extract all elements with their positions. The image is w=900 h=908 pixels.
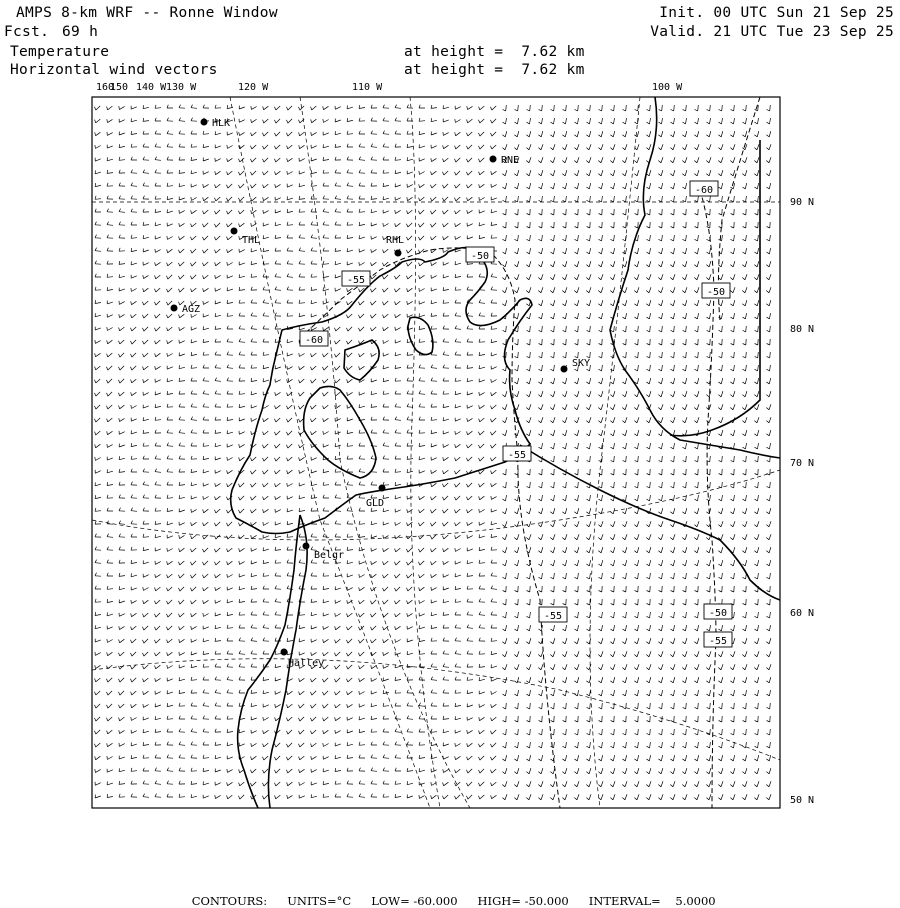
- longitude-label: 150: [110, 82, 129, 93]
- station-marker: [303, 543, 310, 550]
- station-label: RHL: [386, 235, 405, 246]
- station-label: SKY: [572, 358, 591, 369]
- wind-vector-field: [95, 105, 772, 800]
- model-title: AMPS 8-km WRF -- Ronne Window: [16, 5, 278, 21]
- contour-label: [690, 181, 718, 196]
- station-marker: [379, 485, 386, 492]
- contour-label: [702, 283, 730, 298]
- latitude-label: 90 N: [790, 197, 815, 208]
- station-marker: [171, 305, 178, 312]
- svg-text:-50: -50: [706, 287, 726, 298]
- high-label: HIGH= -50.000: [477, 894, 569, 908]
- station-label: HLK: [212, 118, 231, 129]
- longitude-label: 160: [96, 82, 115, 93]
- contour-label: [466, 247, 494, 262]
- longitude-label: 130 W: [166, 82, 197, 93]
- contours-label: CONTOURS:: [191, 894, 268, 908]
- contour-info: [0, 880, 900, 908]
- forecast-hours: 69 h: [62, 24, 99, 40]
- low-label: LOW= -60.000: [371, 894, 458, 908]
- svg-text:-55: -55: [708, 636, 728, 647]
- svg-text:-50: -50: [708, 608, 728, 619]
- field-wind: Horizontal wind vectors: [10, 62, 218, 78]
- contour-label: [300, 331, 328, 346]
- svg-text:-55: -55: [543, 611, 563, 622]
- longitude-label: 140 W: [136, 82, 167, 93]
- contour-label: [704, 604, 732, 619]
- latitude-label: 70 N: [790, 458, 815, 469]
- station-label: AGZ: [182, 304, 201, 315]
- station-label: GLD: [366, 498, 385, 509]
- interval-label: INTERVAL= 5.0000: [588, 894, 716, 908]
- station-label: Belgr: [314, 550, 345, 561]
- map-frame: [92, 97, 780, 808]
- field-temperature: Temperature: [10, 44, 110, 60]
- graticule: [92, 97, 780, 808]
- init-time: Init. 00 UTC Sun 21 Sep 25: [659, 5, 894, 21]
- station-label: Halley: [288, 658, 325, 669]
- longitude-label: 110 W: [352, 82, 383, 93]
- latitude-labels: [790, 197, 814, 806]
- station-marker: [490, 156, 497, 163]
- contour-label: [704, 632, 732, 647]
- wind-barbs: [95, 105, 772, 800]
- height-1: at height = 7.62 km: [404, 44, 585, 60]
- station-label: THL: [242, 235, 261, 246]
- station-label: RNE: [501, 155, 520, 166]
- svg-text:-60: -60: [304, 335, 324, 346]
- contour-label: [503, 446, 531, 461]
- latitude-label: 50 N: [790, 795, 815, 806]
- height-2: at height = 7.62 km: [404, 62, 585, 78]
- svg-text:-50: -50: [470, 251, 490, 262]
- units-label: UNITS=°C: [287, 894, 352, 908]
- station-marker: [231, 228, 238, 235]
- station-marker: [561, 366, 568, 373]
- forecast-label: Fcst.: [4, 24, 50, 40]
- svg-text:-55: -55: [346, 275, 366, 286]
- svg-text:-60: -60: [694, 185, 714, 196]
- longitude-label: 120 W: [238, 82, 269, 93]
- station-marker: [201, 119, 208, 126]
- longitude-labels: [96, 82, 683, 93]
- valid-time: Valid. 21 UTC Tue 23 Sep 25: [650, 24, 894, 40]
- latitude-label: 80 N: [790, 324, 815, 335]
- contour-label: [539, 607, 567, 622]
- station-marker: [395, 250, 402, 257]
- contour-label: [342, 271, 370, 286]
- svg-text:-55: -55: [507, 450, 527, 461]
- longitude-label: 100 W: [652, 82, 683, 93]
- latitude-label: 60 N: [790, 608, 815, 619]
- station-marker: [281, 649, 288, 656]
